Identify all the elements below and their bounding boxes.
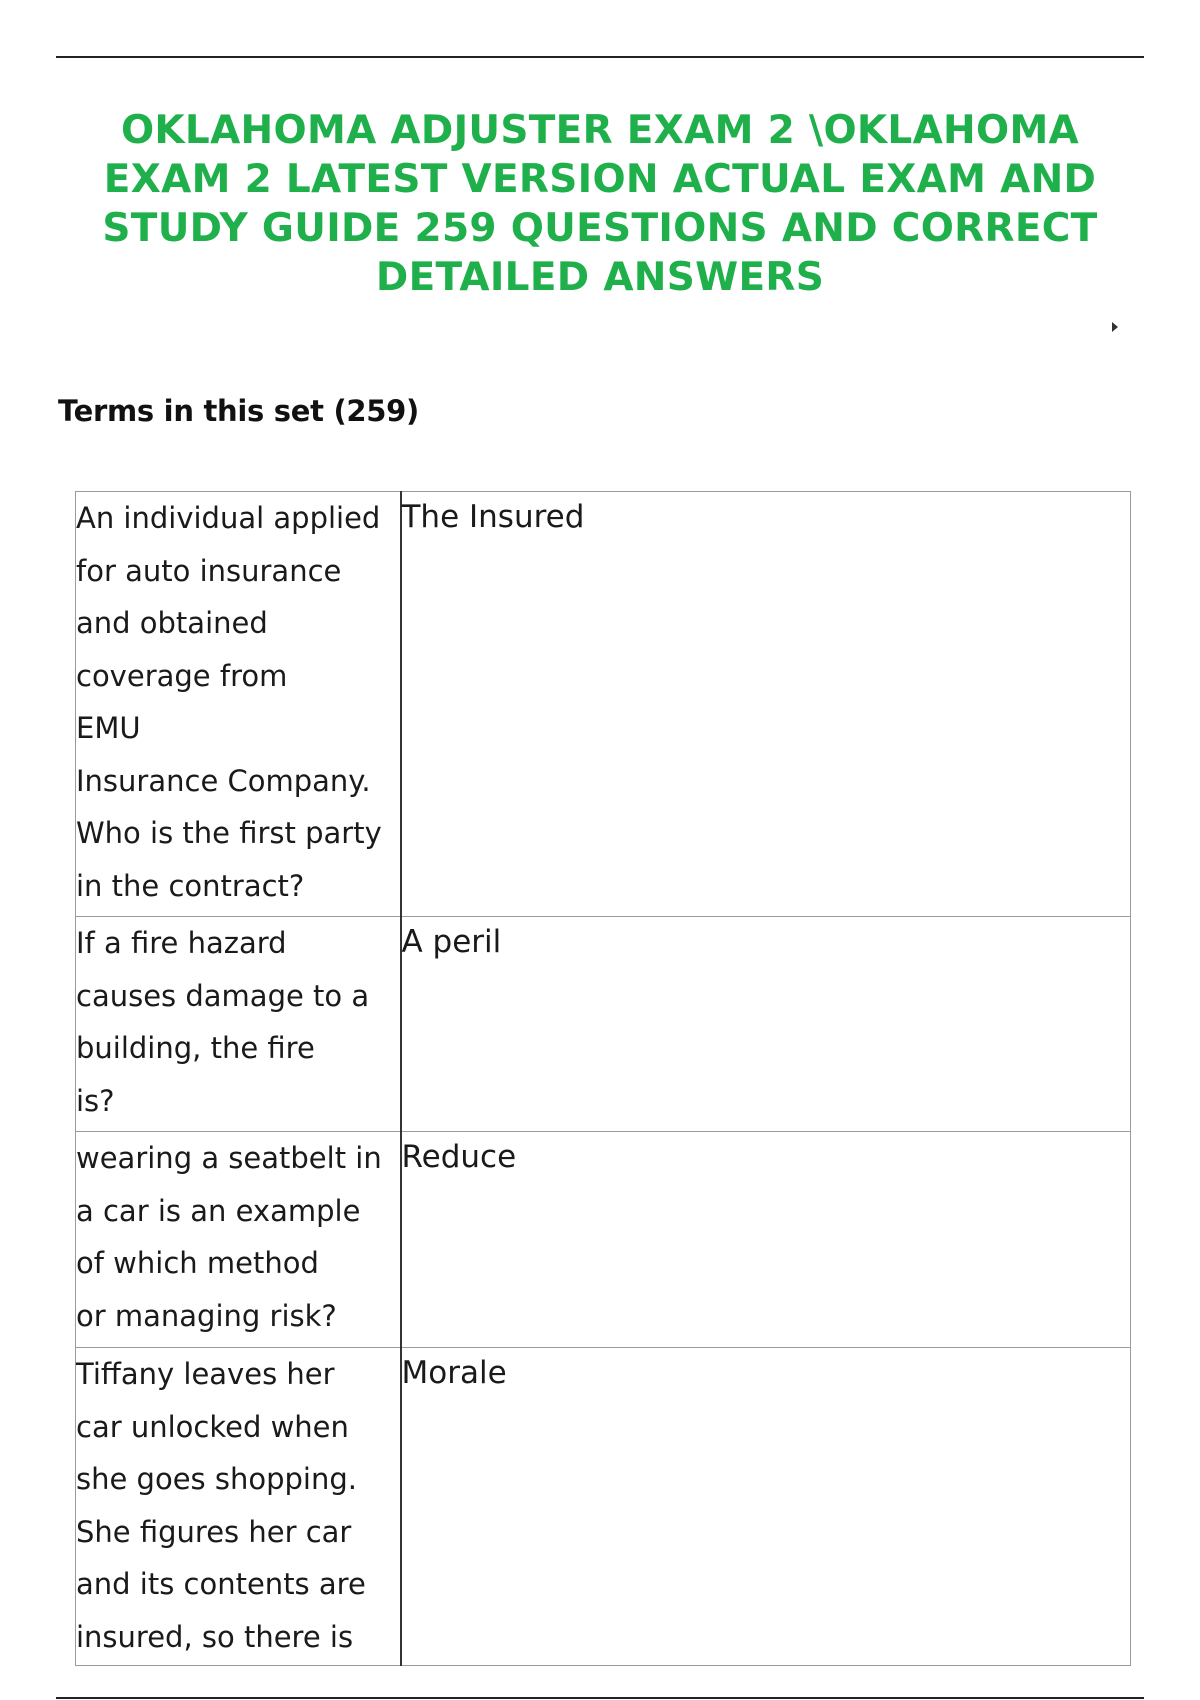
question-line: An individual applied	[76, 501, 381, 535]
document-title	[60, 106, 1140, 302]
term-row	[76, 492, 1131, 917]
term-answer: Reduce	[401, 1132, 1131, 1348]
terms-count-heading: Terms in this set (259)	[58, 394, 419, 428]
question-line: She figures her car	[76, 1514, 352, 1549]
question-line: in the contract?	[76, 868, 305, 903]
title-line: EXAM 2 LATEST VERSION ACTUAL EXAM AND	[103, 157, 1097, 202]
question-line: insured, so there is	[76, 1619, 354, 1654]
question-line: for auto insurance	[76, 553, 342, 588]
question-line: car unlocked when	[76, 1409, 349, 1444]
term-question	[76, 1348, 401, 1666]
question-line: Insurance Company.	[76, 763, 371, 798]
question-line: of which method	[76, 1246, 319, 1280]
term-row	[76, 1348, 1131, 1666]
question-line: is?	[76, 1083, 115, 1118]
question-line: EMU	[76, 711, 141, 745]
term-question	[76, 492, 401, 917]
title-line: STUDY GUIDE 259 QUESTIONS AND CORRECT	[102, 206, 1098, 251]
question-line: building, the fire	[76, 1031, 315, 1065]
term-question	[76, 1132, 401, 1348]
term-row	[76, 1132, 1131, 1348]
question-line: she goes shopping.	[76, 1462, 357, 1496]
question-line: If a fire hazard	[76, 926, 287, 960]
question-line: and obtained	[76, 606, 268, 640]
title-line: DETAILED ANSWERS	[375, 255, 825, 300]
question-line: coverage from	[76, 658, 288, 693]
term-answer: Morale	[401, 1348, 1131, 1666]
terms-table	[75, 491, 1131, 1666]
question-line: or managing risk?	[76, 1298, 337, 1333]
caret-right-icon	[1112, 322, 1118, 332]
term-answer: A peril	[401, 917, 1131, 1132]
term-question	[76, 917, 401, 1132]
question-line: a car is an example	[76, 1193, 361, 1228]
question-line: Tiffany leaves her	[76, 1357, 335, 1391]
title-line: OKLAHOMA ADJUSTER EXAM 2 \OKLAHOMA	[120, 108, 1080, 153]
top-divider	[56, 56, 1144, 58]
question-line: and its contents are	[76, 1567, 366, 1601]
question-line: Who is the first party	[76, 816, 382, 850]
question-line: causes damage to a	[76, 978, 370, 1013]
question-line: wearing a seatbelt in	[76, 1141, 382, 1175]
bottom-divider	[56, 1697, 1144, 1699]
term-row	[76, 917, 1131, 1132]
term-answer: The Insured	[401, 492, 1131, 917]
